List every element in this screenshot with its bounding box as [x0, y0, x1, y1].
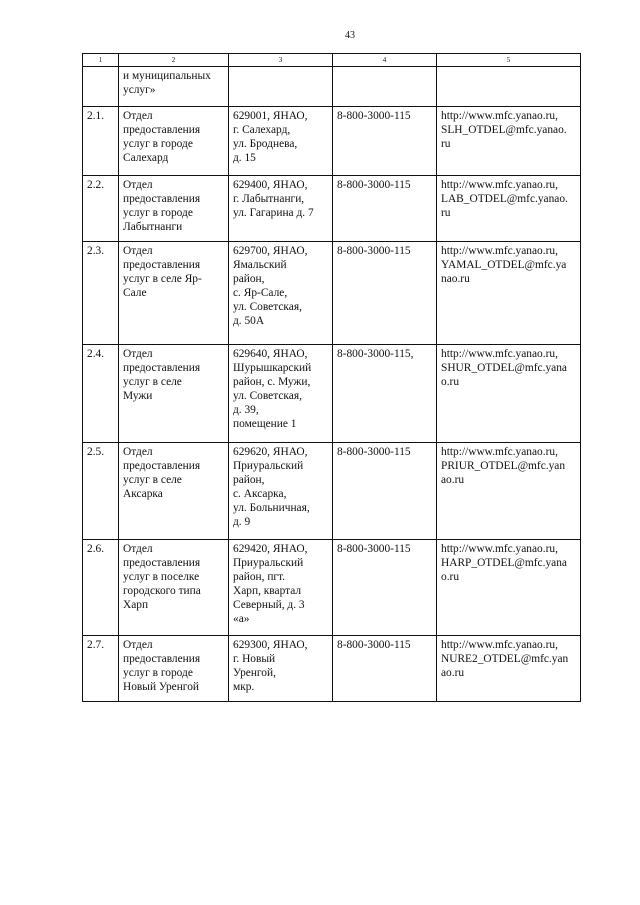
table-row	[83, 443, 581, 540]
row-number	[83, 67, 119, 107]
row-number: 2.7.	[83, 636, 119, 702]
office-address	[229, 67, 333, 107]
table-row	[83, 345, 581, 443]
branch-table	[82, 53, 581, 702]
office-name: Отдел предоставления услуг в городе Лабытнанги	[119, 176, 229, 242]
office-name: Отдел предоставления услуг в поселке городского типа Харп	[119, 540, 229, 636]
row-number: 2.6.	[83, 540, 119, 636]
office-phone: 8-800-3000-115	[333, 242, 437, 345]
office-address: 629620, ЯНАО, Приуральский район, с. Аксарка, ул. Больничная, д. 9	[229, 443, 333, 540]
office-web: http://www.mfc.yanao.ru, SHUR_OTDEL@mfc.yana o.ru	[437, 345, 581, 443]
table-row	[83, 107, 581, 176]
office-phone	[333, 67, 437, 107]
office-phone: 8-800-3000-115	[333, 443, 437, 540]
office-phone: 8-800-3000-115	[333, 107, 437, 176]
office-web: http://www.mfc.yanao.ru, SLH_OTDEL@mfc.yanao. ru	[437, 107, 581, 176]
office-name: и муниципальных услуг»	[119, 67, 229, 107]
office-web: http://www.mfc.yanao.ru, YAMAL_OTDEL@mfc.ya nao.ru	[437, 242, 581, 345]
row-number: 2.2.	[83, 176, 119, 242]
table-row	[83, 242, 581, 345]
row-number: 2.5.	[83, 443, 119, 540]
row-number: 2.3.	[83, 242, 119, 345]
page-number: 43	[345, 30, 355, 41]
office-name: Отдел предоставления услуг в селе Яр- Сале	[119, 242, 229, 345]
row-number: 2.1.	[83, 107, 119, 176]
office-address: 629001, ЯНАО, г. Салехард, ул. Броднева, д. 15	[229, 107, 333, 176]
office-web: http://www.mfc.yanao.ru, LAB_OTDEL@mfc.yanao. ru	[437, 176, 581, 242]
column-header: 3	[229, 54, 333, 67]
office-web: http://www.mfc.yanao.ru, PRIUR_OTDEL@mfc.yan ao.ru	[437, 443, 581, 540]
office-phone: 8-800-3000-115	[333, 540, 437, 636]
office-phone: 8-800-3000-115,	[333, 345, 437, 443]
table-row	[83, 176, 581, 242]
table-row	[83, 636, 581, 702]
office-name: Отдел предоставления услуг в селе Аксарка	[119, 443, 229, 540]
office-name: Отдел предоставления услуг в селе Мужи	[119, 345, 229, 443]
office-phone: 8-800-3000-115	[333, 636, 437, 702]
office-address: 629300, ЯНАО, г. Новый Уренгой, мкр.	[229, 636, 333, 702]
office-address: 629700, ЯНАО, Ямальский район, с. Яр-Сале, ул. Советская, д. 50А	[229, 242, 333, 345]
column-header: 4	[333, 54, 437, 67]
office-web	[437, 67, 581, 107]
table-row	[83, 67, 581, 107]
column-header: 2	[119, 54, 229, 67]
column-header: 5	[437, 54, 581, 67]
office-name: Отдел предоставления услуг в городе Новый Уренгой	[119, 636, 229, 702]
office-web: http://www.mfc.yanao.ru, NURE2_OTDEL@mfc.yan ao.ru	[437, 636, 581, 702]
office-address: 629400, ЯНАО, г. Лабытнанги, ул. Гагарина д. 7	[229, 176, 333, 242]
table-row	[83, 540, 581, 636]
office-address: 629420, ЯНАО, Приуральский район, пгт. Харп, квартал Северный, д. 3 «а»	[229, 540, 333, 636]
office-web: http://www.mfc.yanao.ru, HARP_OTDEL@mfc.yana o.ru	[437, 540, 581, 636]
column-header-row	[83, 54, 581, 67]
office-phone: 8-800-3000-115	[333, 176, 437, 242]
column-header: 1	[83, 54, 119, 67]
office-address: 629640, ЯНАО, Шурышкарский район, с. Мужи, ул. Советская, д. 39, помещение 1	[229, 345, 333, 443]
row-number: 2.4.	[83, 345, 119, 443]
office-name: Отдел предоставления услуг в городе Салехард	[119, 107, 229, 176]
